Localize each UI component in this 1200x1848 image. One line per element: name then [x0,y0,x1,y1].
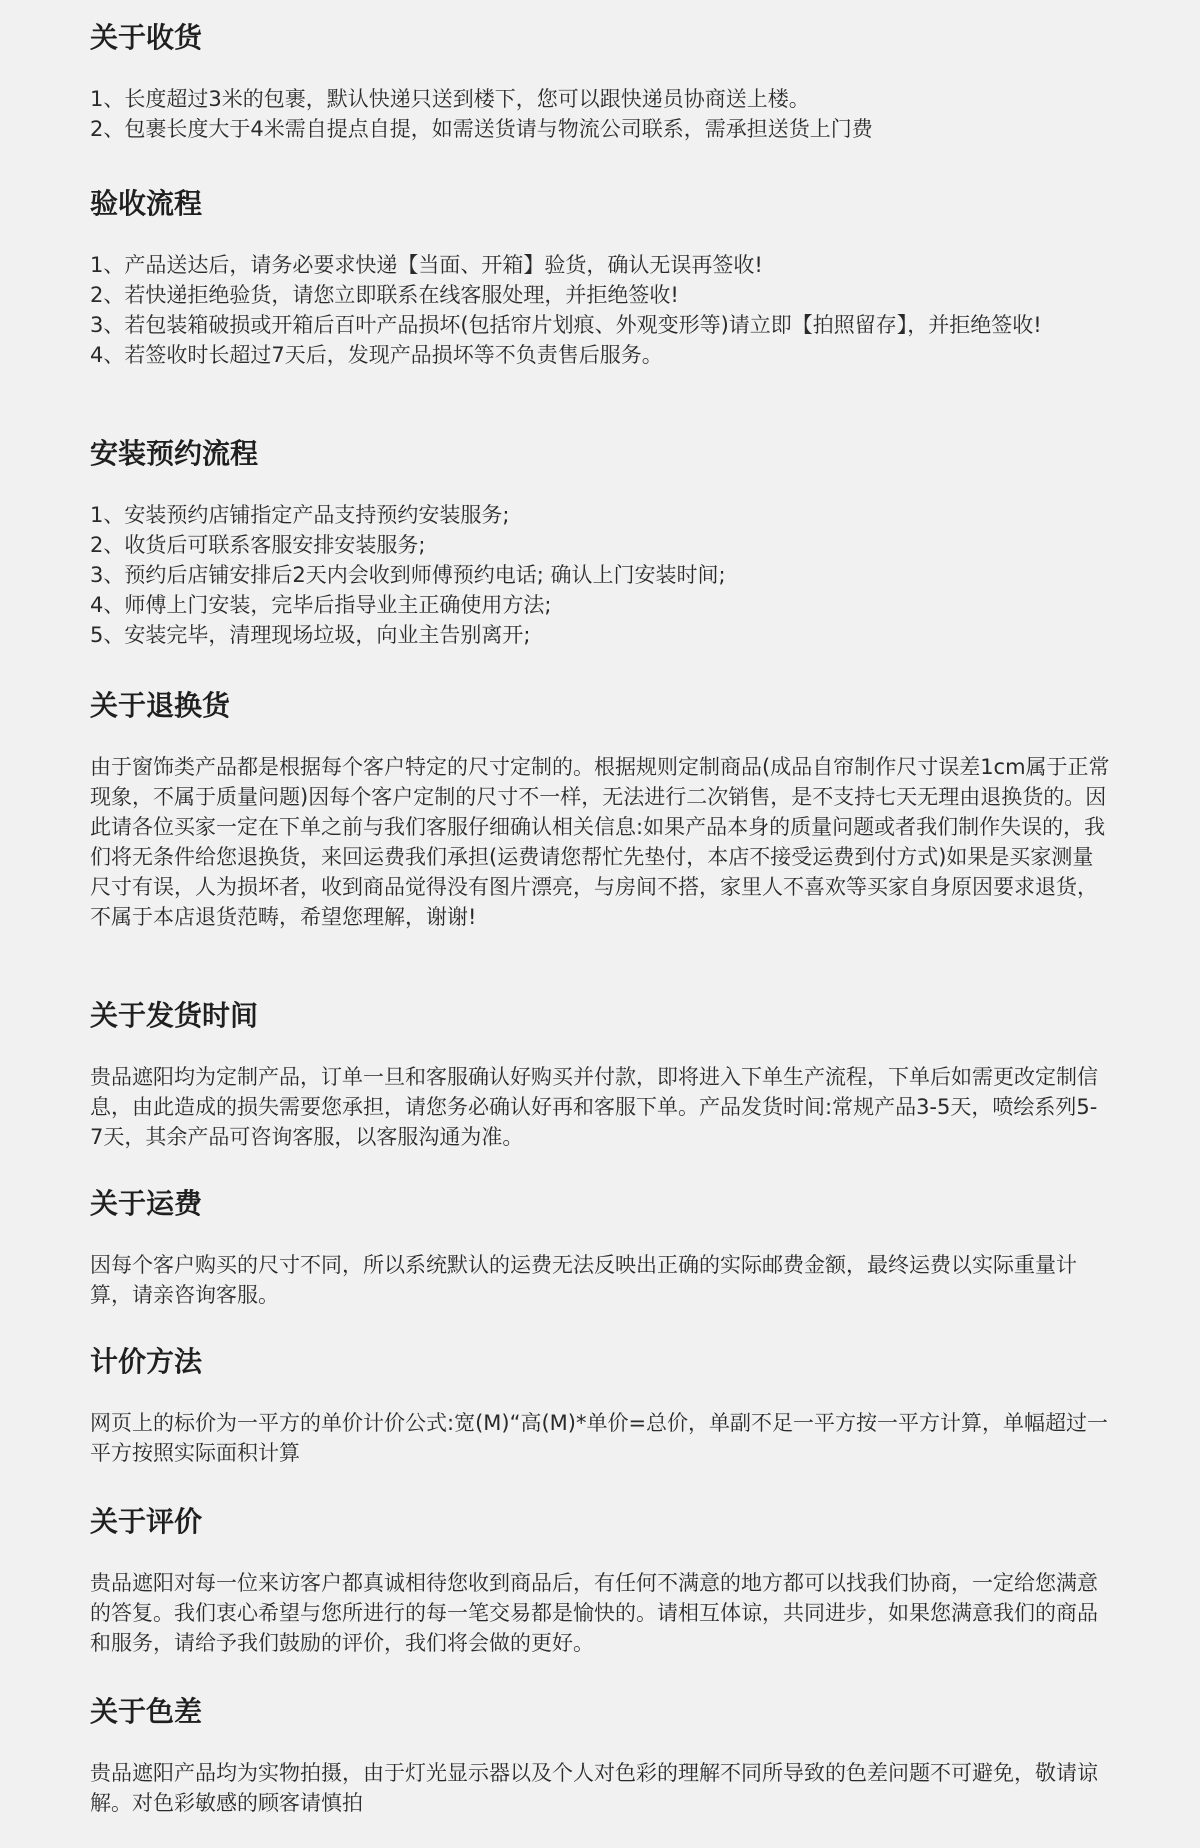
section-returns [90,686,1110,932]
inspection-list [90,250,1050,370]
list-item-number: 2、 [90,117,125,141]
list-item-text: 产品送达后，请务必要求快递【当面、开箱】验货，确认无误再签收! [124,253,763,277]
list-item [90,530,1110,560]
section-pricing [90,1342,1110,1468]
list-item-text: 若包装箱破损或开箱后百叶产品损坏(包括帘片划痕、外观变形等)请立即【拍照留存】，并拒绝签收! [124,313,1042,337]
section-body: 网页上的标价为一平方的单价计价公式:宽(M)“高(M)*单价=总价，单副不足一平方按一平方计算，单幅超过一平方按照实际面积计算 [90,1411,1109,1465]
list-item-text: 师傅上门安装，完毕后指导业主正确使用方法; [124,593,552,617]
section-title: 计价方法 [90,1345,203,1378]
section-reviews [90,1502,1110,1658]
list-item-number: 2、 [90,533,125,557]
section-shipping-time [90,996,1110,1152]
receiving-list [90,84,1110,144]
list-item-text: 安装预约店铺指定产品支持预约安装服务; [124,503,510,527]
section-installation [90,434,1110,650]
list-item [90,500,1110,530]
list-item-number: 5、 [90,623,125,647]
list-item-text: 长度超过3米的包裹，默认快递只送到楼下，您可以跟快递员协商送上楼。 [124,87,810,111]
section-title: 关于退换货 [90,689,231,722]
list-item-text: 若快递拒绝验货，请您立即联系在线客服处理，并拒绝签收! [124,283,679,307]
section-body: 贵品遮阳均为定制产品，订单一旦和客服确认好购买并付款，即将进入下单生产流程，下单后如需更改定制信息，由此造成的损失需要您承担，请您务必确认好再和客服下单。产品发货时间:常规产品3-5天，喷绘系列5-7天，其余产品可咨询客服，以客服沟通为准。 [90,1065,1098,1149]
list-item-text: 安装完毕，清理现场垃圾，向业主告别离开; [124,623,531,647]
list-item-text: 预约后店铺安排后2天内会收到师傅预约电话; 确认上门安装时间; [124,563,726,587]
section-body: 贵品遮阳产品均为实物拍摄，由于灯光显示器以及个人对色彩的理解不同所导致的色差问题不可避免，敬请谅解。对色彩敏感的顾客请慎拍 [90,1761,1098,1815]
section-title: 关于色差 [90,1695,203,1728]
section-title: 安装预约流程 [90,437,259,470]
list-item [90,114,1110,144]
list-item [90,310,1050,340]
list-item-number: 1、 [90,253,125,277]
section-title: 关于收货 [90,21,203,54]
section-title: 关于发货时间 [90,999,259,1032]
list-item-text: 包裹长度大于4米需自提点自提，如需送货请与物流公司联系，需承担送货上门费 [124,117,873,141]
section-receiving [90,18,1110,144]
list-item-text: 收货后可联系客服安排安装服务; [124,533,426,557]
section-title: 关于运费 [90,1187,203,1220]
list-item [90,620,1110,650]
section-body: 贵品遮阳对每一位来访客户都真诚相待您收到商品后，有任何不满意的地方都可以找我们协商，一定给您满意的答复。我们衷心希望与您所进行的每一笔交易都是愉快的。请相互体谅，共同进步，如果您满意我们的商品和服务，请给予我们鼓励的评价，我们将会做的更好。 [90,1571,1098,1655]
section-color-difference [90,1692,1110,1818]
section-inspection [90,184,1110,370]
list-item-number: 3、 [90,313,125,337]
list-item-number: 3、 [90,563,125,587]
section-body: 由于窗饰类产品都是根据每个客户特定的尺寸定制的。根据规则定制商品(成品自帘制作尺寸误差1cm属于正常现象，不属于质量问题)因每个客户定制的尺寸不一样，无法进行二次销售，是不支持七天无理由退换货的。因此请各位买家一定在下单之前与我们客服仔细确认相关信息:如果产品本身的质量问题或者我们制作失误的，我们将无条件给您退换货，来回运费我们承担(运费请您帮忙先垫付，本店不接受运费到付方式)如果是买家测量尺寸有误，人为损坏者，收到商品觉得没有图片漂亮，与房间不搭，家里人不喜欢等买家自身原因要求退货，不属于本店退货范畴，希望您理解，谢谢! [90,755,1110,929]
list-item-number: 1、 [90,87,125,111]
list-item-text: 若签收时长超过7天后，发现产品损坏等不负责售后服务。 [124,343,663,367]
list-item [90,280,1050,310]
section-freight [90,1184,1110,1310]
installation-list [90,500,1110,650]
section-body: 因每个客户购买的尺寸不同，所以系统默认的运费无法反映出正确的实际邮费金额，最终运费以实际重量计算，请亲咨询客服。 [90,1253,1077,1307]
list-item-number: 4、 [90,343,125,367]
list-item [90,590,1110,620]
section-title: 关于评价 [90,1505,203,1538]
list-item-number: 1、 [90,503,125,527]
list-item [90,250,1050,280]
list-item-number: 4、 [90,593,125,617]
list-item-number: 2、 [90,283,125,307]
list-item [90,560,1110,590]
list-item [90,84,1110,114]
list-item [90,340,1050,370]
section-title: 验收流程 [90,187,203,220]
